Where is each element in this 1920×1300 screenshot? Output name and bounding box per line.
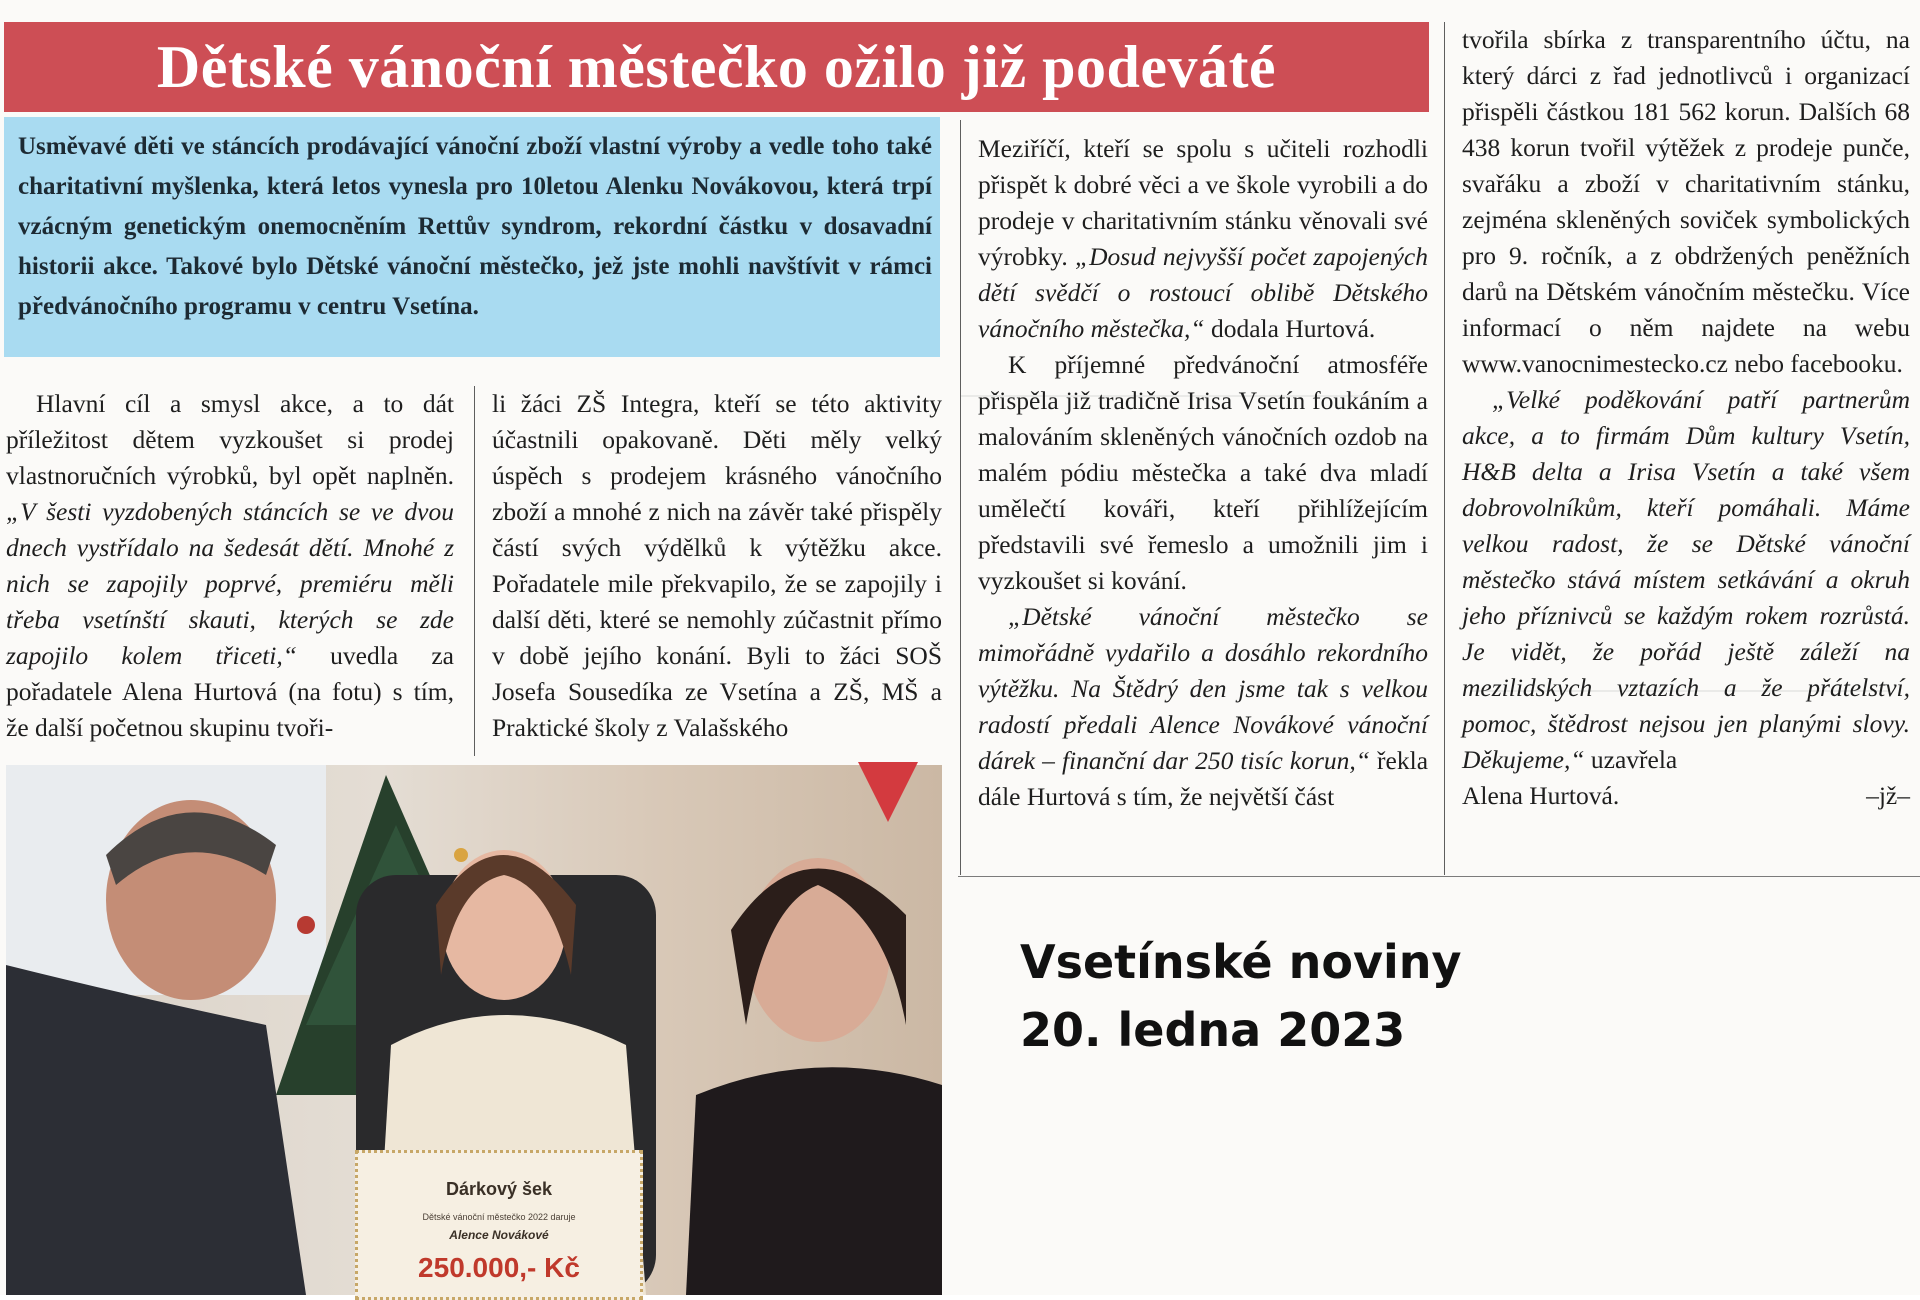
article-column-1	[6, 386, 454, 746]
closing-name: Alena Hurtová.	[1462, 781, 1620, 810]
author-signature: –jž–	[1866, 781, 1910, 810]
publication-name: Vsetínské noviny	[1020, 935, 1462, 989]
source-note	[1020, 928, 1461, 1064]
paragraph-text: Hlavní cíl a smysl akce, a to dát příležitost dětem vyzkoušet si prodej vlastnoručních výrobků, byl opět naplněn.	[6, 389, 454, 490]
lead-paragraph: Usměvavé děti ve stáncích prodávající vánoční zboží vlastní výroby a vedle toho také charitativní myšlenka, která letos vynesla pro 10letou Alenku Novákovou, která trpí vzácným genetickým onemocněním Rettův syndrom, rekordní částku v dosavadní historii akce. Takové bylo Dětské vánoční městečko, jež jste mohli navštívit v rámci předvánočního programu v centru Vsetína.	[18, 133, 932, 320]
article-column-4	[1462, 22, 1910, 814]
quote-text: „Dosud nejvyšší počet zapojených dětí svědčí o rostoucí oblibě Dětského vánočního městečka,“	[978, 242, 1428, 343]
column-3-paragraph-1	[978, 131, 1428, 347]
quote-text: „Dětské vánoční městečko se mimořádně vydařilo a dosáhlo rekordního výtěžku. Na Štědrý den jsme tak s velkou radostí předali Alence Novákové vánoční dárek – finanční dar 250 tisíc korun,“	[978, 602, 1428, 775]
voucher-title: Dárkový šek	[445, 1179, 553, 1199]
headline-banner	[4, 22, 1429, 112]
bottom-rule	[958, 876, 1920, 877]
column-divider	[960, 120, 961, 875]
column-3-paragraph-2: K příjemné předvánoční atmosféře přispěla již tradičně Irisa Vsetín foukáním a malováním skleněných vánočních ozdob na malém pódiu městečka a také dva mladí umělečtí kováři, kteří přihlížejícím představili své řemeslo a umožnili jim i vyzkoušet si kování.	[978, 350, 1428, 595]
paragraph-text: řekla dále Hurtová s tím, že největší část	[978, 746, 1429, 811]
gift-voucher	[355, 1150, 643, 1300]
lead-box	[4, 117, 940, 357]
man-jacket	[6, 965, 306, 1295]
ornament	[454, 848, 468, 862]
paragraph-text: uvedla za pořadatele Alena Hurtová (na fotu) s tím, že další početnou skupinu tvoři-	[6, 641, 454, 742]
article-column-2	[492, 386, 942, 746]
column-4-paragraph-2	[1462, 382, 1910, 778]
red-triangle-marker	[858, 762, 918, 822]
paragraph-text: Meziříčí, kteří se spolu s učiteli rozhodli přispět k dobré věci a ve škole vyrobili a do prodeje v charitativním stánku věnovali své výrobky.	[978, 134, 1428, 271]
ornament	[297, 916, 315, 934]
voucher-recipient: Alence Novákové	[449, 1228, 549, 1242]
publication-date: 20. ledna 2023	[1020, 1003, 1406, 1057]
paragraph-text: dodala Hurtová.	[1210, 314, 1376, 343]
headline: Dětské vánoční městečko ožilo již podeváté	[156, 33, 1277, 100]
quote-text: „V šesti vyzdobených stáncích se ve dvou dnech vystřídalo na šedesát dětí. Mnohé z nich se zapojily poprvé, premiéru měli třeba vsetínští skauti, kterých se zde zapojilo kolem třiceti,“	[6, 497, 454, 670]
column-divider	[1444, 22, 1445, 875]
voucher-line: Dětské vánoční městečko 2022 daruje	[422, 1212, 576, 1222]
column-4-paragraph-1: tvořila sbírka z transparentního účtu, na který dárci z řad jednotlivců i organizací přispěli částkou 181 562 korun. Dalších 68 438 korun tvořil výtěžek z prodeje punče, svařáku a zboží v charitativním stánku, zejména skleněných soviček symbolických pro 9. ročník, a z obdržených peněžních darů na Dětském vánočním městečku. Více informací o něm najdete na webu www.vanocnimestecko.cz nebo facebooku.	[1462, 25, 1910, 378]
column-2-paragraph: li žáci ZŠ Integra, kteří se této aktivity účastnili opakovaně. Děti měly velký úspěch s prodejem krásného vánočního zboží a mnohé z nich na závěr také přispěly částí svých výdělků k výtěžku akce. Pořadatele mile překvapilo, že se zapojily i další děti, které se nemohly zúčastnit přímo v době jejího konání. Byli to žáci SOŠ Josefa Sousedíka ze Vsetína a ZŠ, MŠ a Praktické školy z Valašského	[492, 389, 942, 742]
signature-row	[1462, 778, 1910, 814]
article-column-3	[978, 131, 1428, 815]
column-1-paragraph	[6, 386, 454, 746]
column-divider	[474, 386, 475, 756]
column-3-paragraph-3	[978, 599, 1428, 815]
woman-top	[686, 1067, 942, 1295]
paragraph-text: uzavřela	[1590, 745, 1678, 774]
quote-text: „Velké poděkování patří partnerům akce, a to firmám Dům kultury Vsetín, H&B delta a Irisa Vsetín a také všem dobrovolníkům, kteří pomáhali. Máme velkou radost, že se Dětské vánoční městečko stává místem setkávání a okruh jeho příznivců se každým rokem rozrůstá. Je vidět, že pořád ještě záleží na mezilidských vztazích a že přátelství, pomoc, štědrost nejsou jen planými slovy. Děkujeme,“	[1462, 385, 1910, 774]
voucher-amount: 250.000,- Kč	[418, 1252, 580, 1283]
